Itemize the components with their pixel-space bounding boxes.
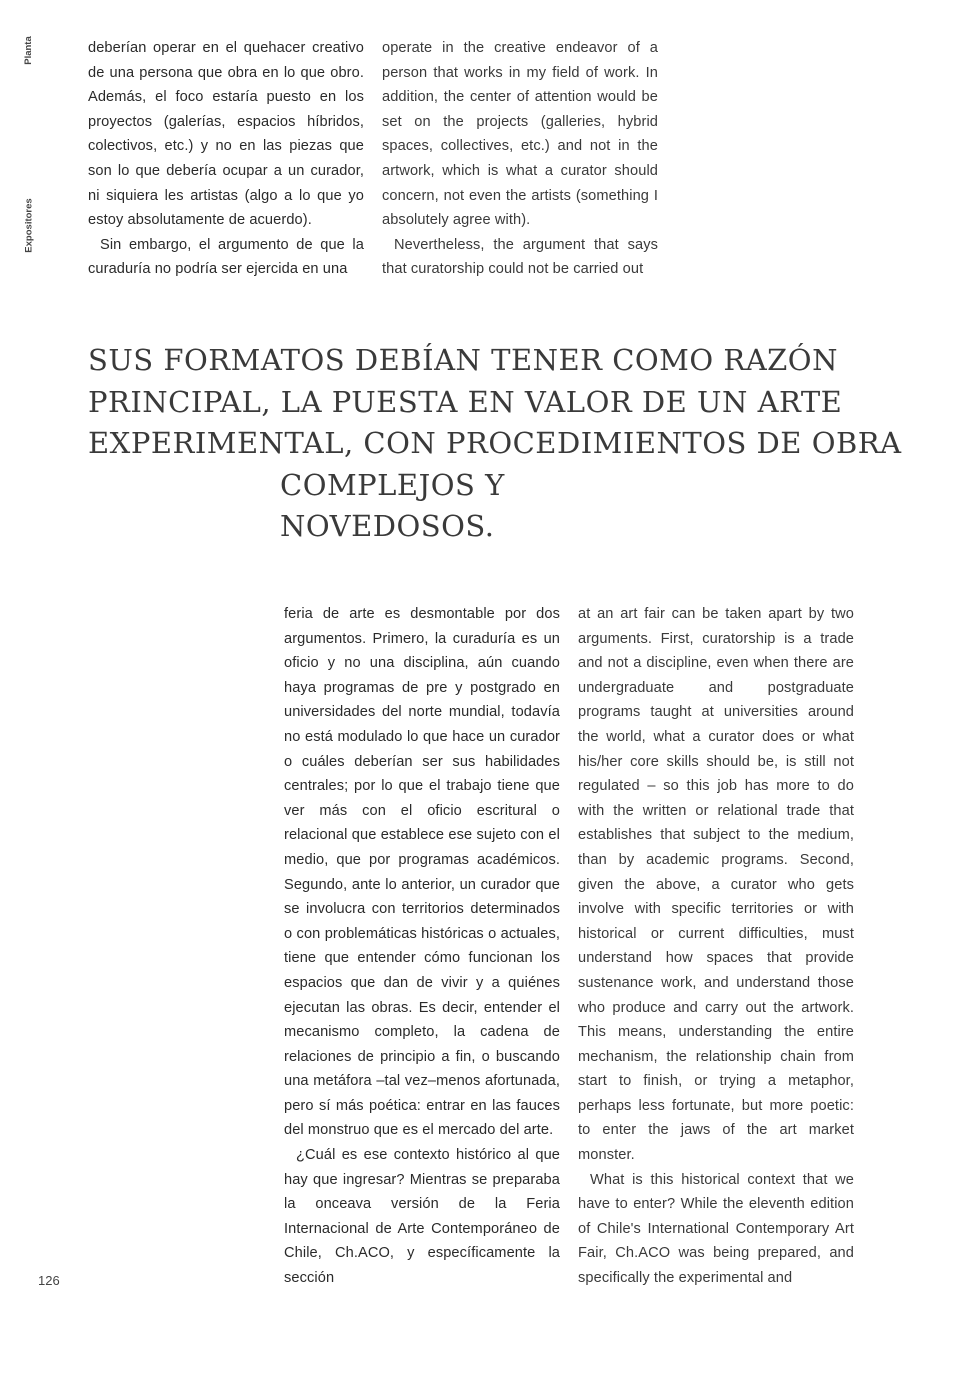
paragraph: What is this historical context that we have to enter? While the eleventh edition of Chile's International Contemporary Art Fair, Ch.ACO was being prepared, and specifically the experimental and	[578, 1171, 854, 1287]
pull-quote-line: EXPERIMENTAL, CON PROCEDIMIENTOS DE OBRA	[88, 426, 902, 460]
spanish-column-top	[88, 36, 364, 282]
english-column-bottom	[578, 602, 854, 1291]
pull-quote-line: PRINCIPAL, LA PUESTA EN VALOR DE UN ARTE	[88, 384, 843, 419]
pull-quote-line: SUS FORMATOS DEBÍAN TENER COMO RAZÓN	[88, 343, 838, 377]
paragraph: feria de arte es desmontable por dos argumentos. Primero, la curaduría es un oficio y no una disciplina, aún cuando haya programas de pre y postgrado en universidades del norte mundial, todavía no está modulado lo que hace un curador o cuáles deberían ser sus habilidades centrales; por lo que el trabajo tiene que ver más con el oficio escritural o relacional que establece ese sujeto con el medio, que por programas académicos. Segundo, ante lo anterior, un curador que se involucra con territorios determinados o con problemáticas históricas o actuales, tiene que entender cómo funcionan los espacios que dan de vivir y a quiénes ejecutan las obras. Es decir, entender el mecanismo completo, la cadena de relaciones de principio a fin, o buscando una metáfora –tal vez–menos afortunada, pero sí más poética: entrar en las fauces del monstruo que es el mercado del arte.	[284, 606, 560, 1139]
page-number: 126	[38, 1273, 60, 1288]
paragraph: Nevertheless, the argument that says that curatorship could not be carried out	[382, 236, 658, 278]
paragraph: Sin embargo, el argumento de que la curaduría no podría ser ejercida en una	[88, 236, 364, 278]
spanish-column-bottom	[284, 602, 560, 1291]
paragraph: deberían operar en el quehacer creativo de una persona que obra en lo que obro. Además, el foco estaría puesto en los proyectos (galerías, espacios híbridos, colectivos, etc.) y no en las piezas que son lo que debería ocupar a un curador, ni siquiera les artistas (algo a lo que yo estoy absolutamente de acuerdo).	[88, 40, 364, 229]
paragraph: ¿Cuál es ese contexto histórico al que hay que ingresar? Mientras se preparaba la onceava versión de la Feria Internacional de Arte Contemporáneo de Chile, Ch.ACO, y específicamente la sección	[284, 1147, 560, 1287]
pull-quote-line: COMPLEJOS Y	[280, 467, 505, 502]
section-label-planta: Planta	[22, 36, 34, 65]
paragraph: at an art fair can be taken apart by two arguments. First, curatorship is a trade and not a discipline, even when there are undergraduate and postgraduate programs taught at universities around the world, what a curator does or what his/her core skills should be, is still not regulated – so this job has more to do with the written or relational trade that establishes that subject to the medium, than by academic programs. Second, given the above, a curator who gets involve with specific territories or with historical or current difficulties, must understand how spaces that provide sustenance work, and understand those who produce and carry out the artwork. This means, understanding the entire mechanism, the relationship chain from start to finish, or trying a metaphor, perhaps less fortunate, but more poetic: to enter the jaws of the art market monster.	[578, 606, 854, 1164]
paragraph: operate in the creative endeavor of a person that works in my field of work. In addition, the center of attention would be set on the projects (galleries, hybrid spaces, collectives, etc.) and not in the artwork, which is what a curator should concern, not even the artists (something I absolutely agree with).	[382, 40, 658, 229]
english-column-top	[382, 36, 658, 282]
pull-quote-line: NOVEDOSOS.	[280, 509, 495, 543]
section-label-expositores: Expositores	[23, 198, 35, 253]
pull-quote	[88, 340, 902, 548]
